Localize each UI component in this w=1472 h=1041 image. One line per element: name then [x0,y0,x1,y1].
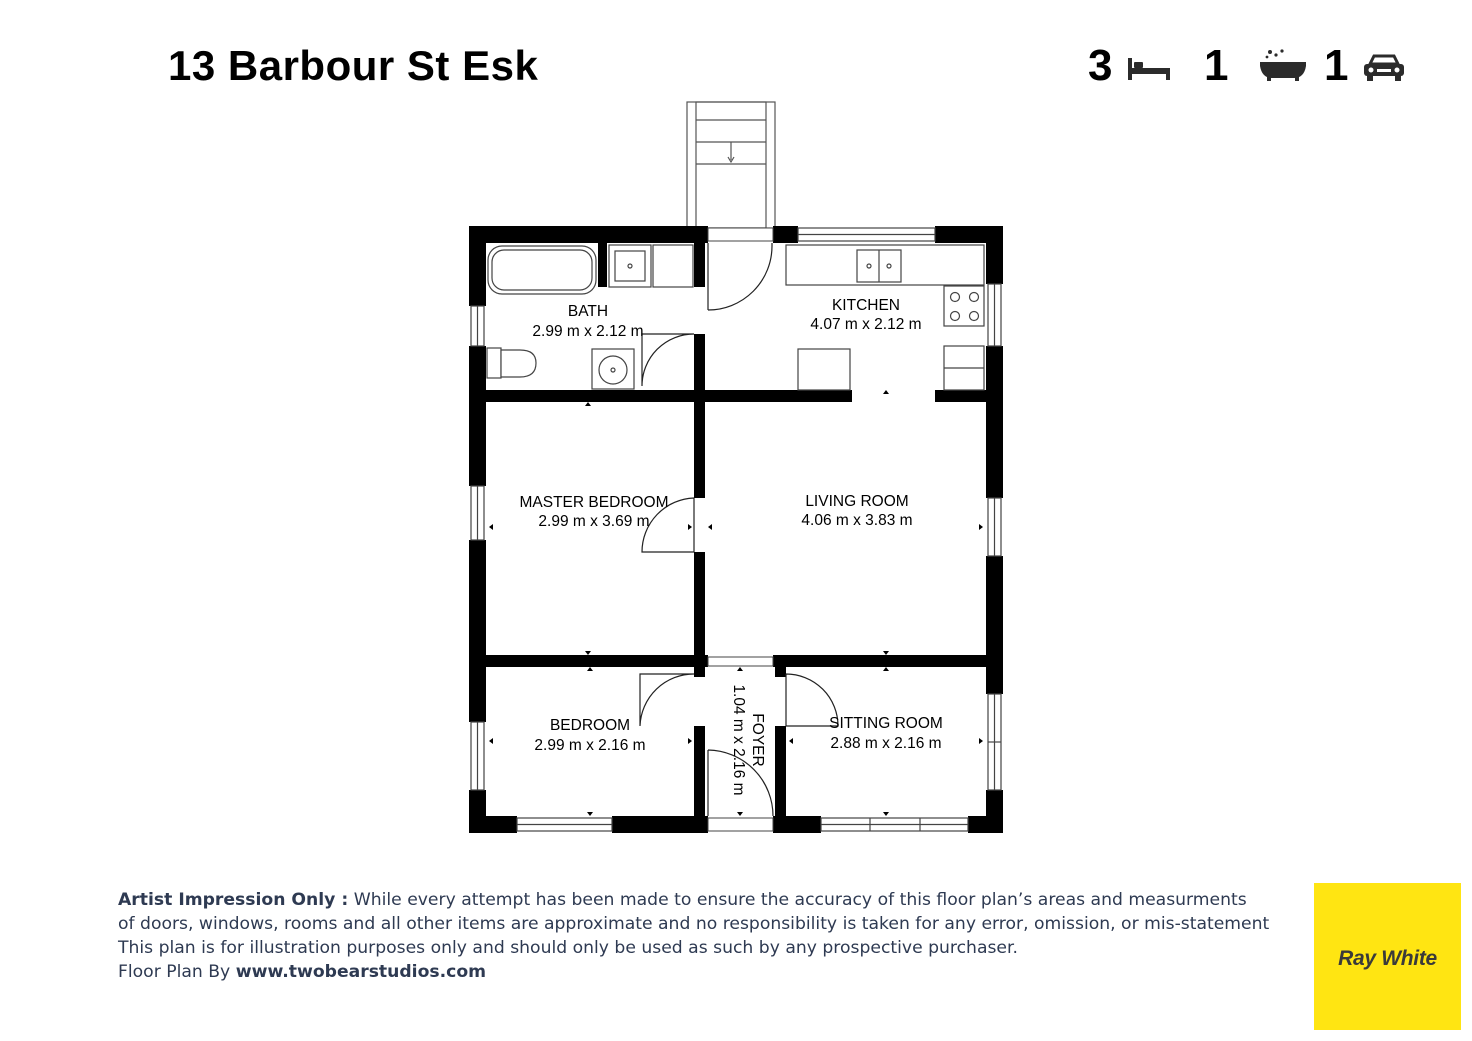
sitting-room-dims: 2.88 m x 2.16 m [830,735,942,752]
toilet [487,348,501,378]
kitchen-dims: 4.07 m x 2.12 m [810,316,922,333]
disclaimer-line-1: While every attempt has been made to ensure the accuracy of this floor plan’s areas and measurments [348,890,1247,910]
bath-dims: 2.99 m x 2.12 m [532,323,644,340]
logo-text: Ray White [1338,946,1437,970]
property-address: 13 Barbour St Esk [168,42,539,89]
master-bedroom-dims: 2.99 m x 3.69 m [538,513,650,530]
master-bedroom-label: MASTER BEDROOM [519,494,669,511]
bedroom-dims: 2.99 m x 2.16 m [534,737,646,754]
fridge [798,349,850,390]
bathroom-count: 1 [1204,41,1229,90]
disclaimer-line-3: This plan is for illustration purposes only and should only be used as such by any prospective purchaser. [118,938,1018,958]
entry-stairs [687,102,775,228]
kitchen-label: KITCHEN [831,297,901,314]
living-room-label: LIVING ROOM [805,493,909,510]
foyer-label: FOYER [749,713,766,767]
credit-prefix: Floor Plan By [118,962,236,982]
bedroom-count: 3 [1088,41,1113,90]
disclaimer [118,888,1268,984]
disclaimer-lead: Artist Impression Only : [118,890,349,910]
bath-label: BATH [567,303,609,320]
bedroom-label: BEDROOM [549,717,631,734]
foyer-dims: 1.04 m x 2.16 m [730,684,747,796]
sitting-room-label: SITTING ROOM [829,715,943,732]
credit-website-link[interactable]: www.twobearstudios.com [235,962,487,982]
car-count: 1 [1324,41,1349,90]
disclaimer-line-2: of doors, windows, rooms and all other items are approximate and no responsibility is taken for any error, omission, or mis-statement [118,914,1270,934]
ray-white-logo [1314,883,1461,1030]
living-room-dims: 4.06 m x 3.83 m [801,512,913,529]
cooktop [944,286,984,326]
